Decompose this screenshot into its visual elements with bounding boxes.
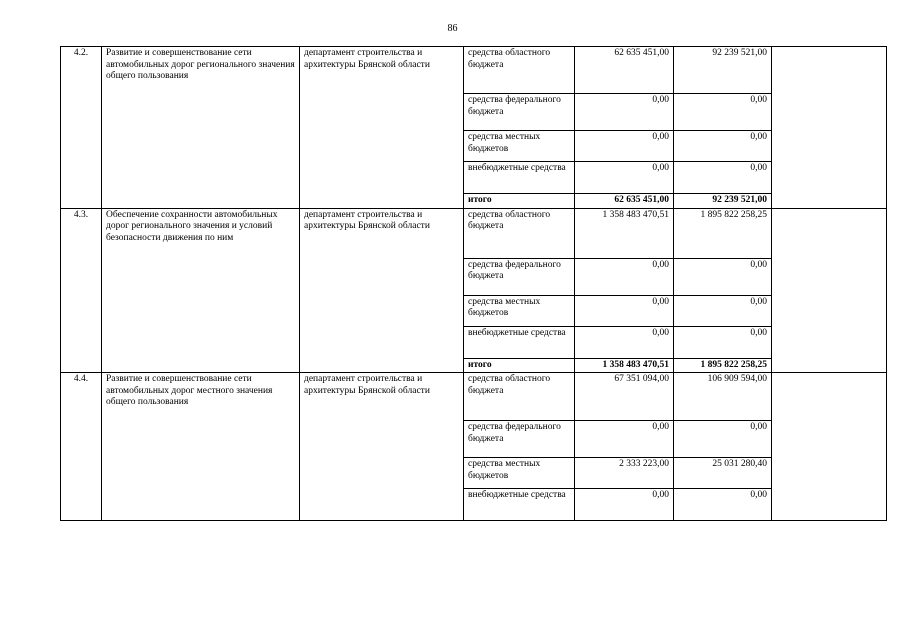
budget-table	[60, 46, 887, 521]
source-label: средства местных бюджетов	[464, 295, 575, 326]
amount-cell: 0,00	[575, 162, 674, 194]
amount-cell: 0,00	[575, 94, 674, 131]
source-label: средства федерального бюджета	[464, 94, 575, 131]
source-label: внебюджетные средства	[464, 326, 575, 358]
amount-cell: 0,00	[674, 489, 772, 521]
amount-cell: 0,00	[674, 258, 772, 295]
blank-cell	[772, 47, 887, 209]
source-label: средства областного бюджета	[464, 208, 575, 258]
row-number: 4.3.	[61, 208, 102, 373]
source-label: внебюджетные средства	[464, 489, 575, 521]
amount-cell: 92 239 521,00	[674, 47, 772, 94]
measure-title: Обеспечение сохранности автомобильных дорог регионального значения и условий безопасности движения по ним	[102, 208, 300, 373]
total-cell: 1 358 483 470,51	[575, 358, 674, 373]
department: департамент строительства и архитектуры Брянской области	[300, 47, 464, 209]
amount-cell: 0,00	[674, 131, 772, 162]
department: департамент строительства и архитектуры Брянской области	[300, 373, 464, 521]
department: департамент строительства и архитектуры Брянской области	[300, 208, 464, 373]
amount-cell: 106 909 594,00	[674, 373, 772, 421]
amount-cell: 25 031 280,40	[674, 458, 772, 489]
row-number: 4.4.	[61, 373, 102, 521]
amount-cell: 0,00	[575, 258, 674, 295]
amount-cell: 1 895 822 258,25	[674, 208, 772, 258]
source-label: средства областного бюджета	[464, 373, 575, 421]
amount-cell: 2 333 223,00	[575, 458, 674, 489]
amount-cell: 0,00	[674, 295, 772, 326]
amount-cell: 0,00	[575, 295, 674, 326]
total-cell: 1 895 822 258,25	[674, 358, 772, 373]
amount-cell: 0,00	[575, 421, 674, 458]
row-number: 4.2.	[61, 47, 102, 209]
table-row	[61, 373, 887, 421]
amount-cell: 62 635 451,00	[575, 47, 674, 94]
source-label: средства областного бюджета	[464, 47, 575, 94]
source-label: средства федерального бюджета	[464, 421, 575, 458]
measure-title: Развитие и совершенствование сети автомобильных дорог местного значения общего пользования	[102, 373, 300, 521]
amount-cell: 0,00	[674, 162, 772, 194]
source-label: средства местных бюджетов	[464, 131, 575, 162]
source-label: внебюджетные средства	[464, 162, 575, 194]
table-row	[61, 208, 887, 258]
amount-cell: 0,00	[575, 131, 674, 162]
blank-cell	[772, 373, 887, 521]
total-label: итого	[464, 358, 575, 373]
total-cell: 62 635 451,00	[575, 194, 674, 209]
amount-cell: 0,00	[575, 326, 674, 358]
total-label: итого	[464, 194, 575, 209]
amount-cell: 0,00	[674, 326, 772, 358]
total-cell: 92 239 521,00	[674, 194, 772, 209]
amount-cell: 0,00	[674, 94, 772, 131]
amount-cell: 0,00	[674, 421, 772, 458]
source-label: средства местных бюджетов	[464, 458, 575, 489]
page-number: 86	[447, 23, 458, 34]
blank-cell	[772, 208, 887, 373]
amount-cell: 67 351 094,00	[575, 373, 674, 421]
source-label: средства федерального бюджета	[464, 258, 575, 295]
table-row	[61, 47, 887, 94]
measure-title: Развитие и совершенствование сети автомобильных дорог регионального значения общего пользования	[102, 47, 300, 209]
amount-cell: 0,00	[575, 489, 674, 521]
amount-cell: 1 358 483 470,51	[575, 208, 674, 258]
